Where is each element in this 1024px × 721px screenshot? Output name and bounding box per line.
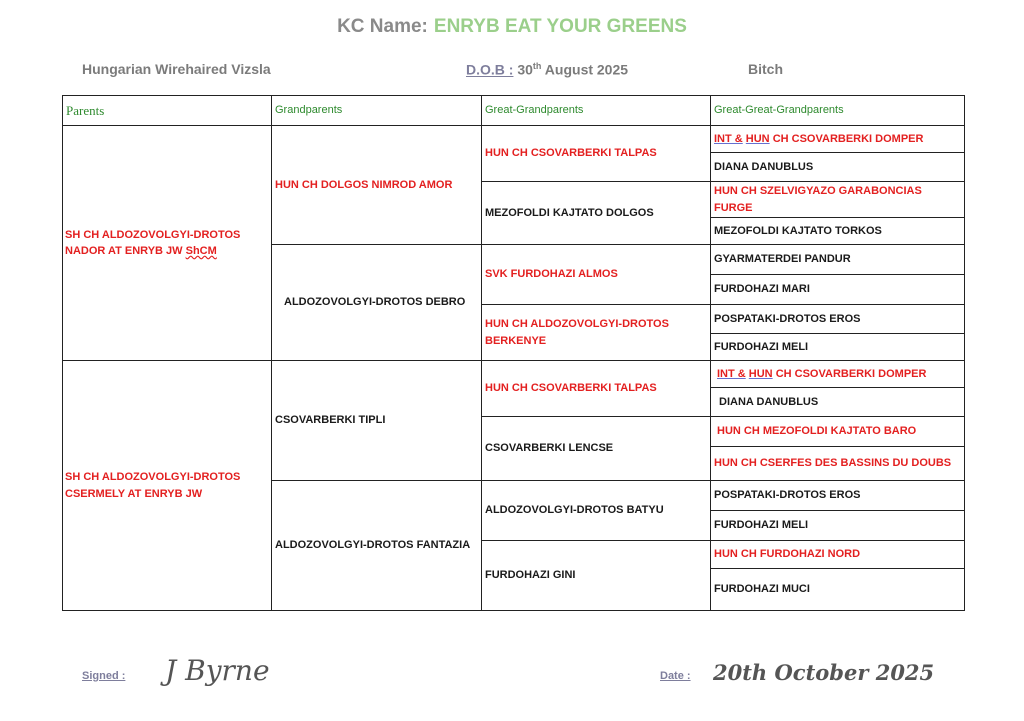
ggg-11: HUN CH MEZOFOLDI KAJTATO BARO bbox=[711, 417, 965, 447]
ggg-4: MEZOFOLDI KAJTATO TORKOS bbox=[711, 218, 965, 245]
grandparent-4: ALDOZOVOLGYI-DROTOS FANTAZIA bbox=[272, 481, 482, 611]
great-grandparent-6: CSOVARBERKI LENCSE bbox=[482, 417, 711, 481]
great-grandparent-1: HUN CH CSOVARBERKI TALPAS bbox=[482, 126, 711, 182]
signed-date: 20th October 2025 bbox=[713, 660, 935, 685]
dam-name: SH CH ALDOZOVOLGYI-DROTOS CSERMELY AT ENRYB JW bbox=[65, 471, 241, 500]
ggg-15: HUN CH FURDOHAZI NORD bbox=[711, 541, 965, 569]
dam-cell bbox=[63, 361, 272, 611]
ggg-1: INT & HUN CH CSOVARBERKI DOMPER bbox=[711, 126, 965, 153]
sire-cell bbox=[63, 126, 272, 361]
ggg-12: HUN CH CSERFES DES BASSINS DU DOUBS bbox=[711, 447, 965, 481]
sire-name: SH CH ALDOZOVOLGYI-DROTOS NADOR AT ENRYB JW bbox=[65, 228, 241, 257]
great-grandparent-4: HUN CH ALDOZOVOLGYI-DROTOS BERKENYE bbox=[482, 305, 711, 361]
ggg-5: GYARMATERDEI PANDUR bbox=[711, 245, 965, 275]
ggg-10: DIANA DANUBLUS bbox=[711, 388, 965, 417]
ggg-6: FURDOHAZI MARI bbox=[711, 275, 965, 305]
great-grandparent-2: MEZOFOLDI KAJTATO DOLGOS bbox=[482, 182, 711, 245]
col-header-great-great-grandparents: Great-Great-Grandparents bbox=[711, 96, 965, 126]
pedigree-table bbox=[62, 95, 965, 611]
grandparent-3: CSOVARBERKI TIPLI bbox=[272, 361, 482, 481]
breed: Hungarian Wirehaired Vizsla bbox=[82, 61, 271, 77]
great-grandparent-3: SVK FURDOHAZI ALMOS bbox=[482, 245, 711, 305]
ggg-14: FURDOHAZI MELI bbox=[711, 511, 965, 541]
dob-label: D.O.B : bbox=[466, 61, 514, 78]
header-row bbox=[63, 96, 965, 126]
ggg-16: FURDOHAZI MUCI bbox=[711, 569, 965, 611]
dob bbox=[466, 61, 628, 78]
sex: Bitch bbox=[748, 61, 783, 77]
great-grandparent-5: HUN CH CSOVARBERKI TALPAS bbox=[482, 361, 711, 417]
ggg-3: HUN CH SZELVIGYAZO GARABONCIAS FURGE bbox=[711, 182, 965, 218]
ggg-13: POSPATAKI-DROTOS EROS bbox=[711, 481, 965, 511]
kc-name: ENRYB EAT YOUR GREENS bbox=[433, 16, 687, 37]
grandparent-1: HUN CH DOLGOS NIMROD AMOR bbox=[272, 126, 482, 245]
signature: J Byrne bbox=[165, 654, 270, 687]
kc-label: KC Name: bbox=[337, 16, 428, 37]
great-grandparent-8: FURDOHAZI GINI bbox=[482, 541, 711, 611]
dob-rest: August 2025 bbox=[544, 61, 629, 78]
col-header-parents: Parents bbox=[63, 96, 272, 126]
grandparent-2: ALDOZOVOLGYI-DROTOS DEBRO bbox=[272, 245, 482, 361]
sire-title-suffix: ShCM bbox=[185, 245, 217, 257]
col-header-great-grandparents: Great-Grandparents bbox=[482, 96, 711, 126]
dob-day: 30 bbox=[517, 61, 533, 78]
col-header-grandparents: Grandparents bbox=[272, 96, 482, 126]
great-grandparent-7: ALDOZOVOLGYI-DROTOS BATYU bbox=[482, 481, 711, 541]
date-label: Date : bbox=[660, 670, 691, 682]
ggg-7: POSPATAKI-DROTOS EROS bbox=[711, 305, 965, 334]
ggg-9: INT & HUN CH CSOVARBERKI DOMPER bbox=[711, 361, 965, 388]
ggg-8: FURDOHAZI MELI bbox=[711, 334, 965, 361]
ggg-2: DIANA DANUBLUS bbox=[711, 153, 965, 182]
kc-title bbox=[0, 16, 1024, 38]
dob-suffix: th bbox=[532, 61, 542, 71]
signed-label: Signed : bbox=[82, 670, 126, 682]
